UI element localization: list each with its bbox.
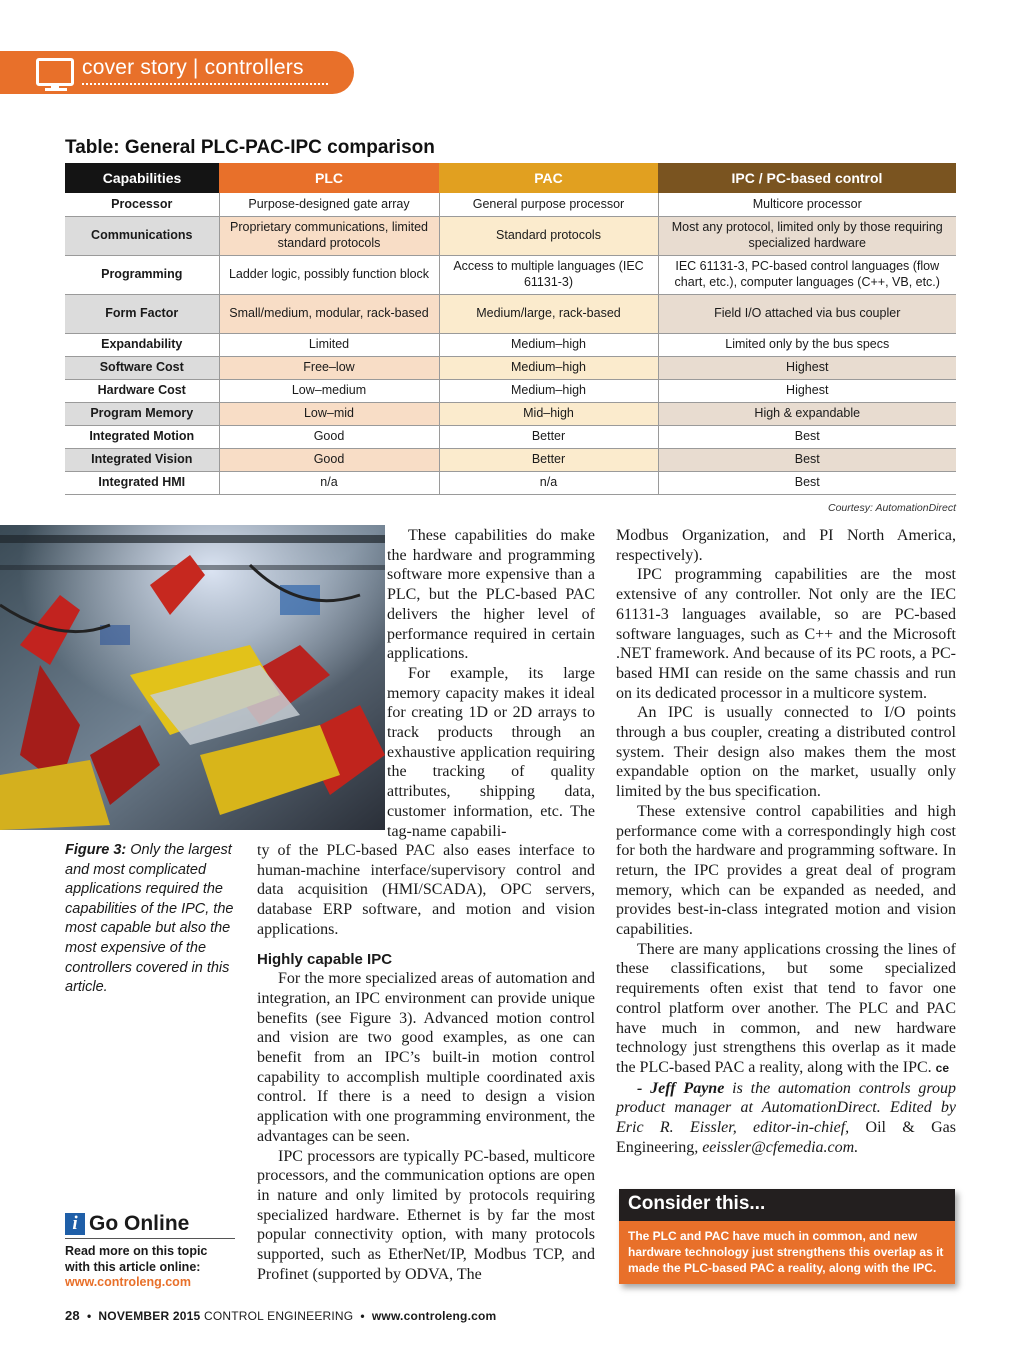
table-courtesy: Courtesy: AutomationDirect: [828, 502, 956, 514]
table-row: [65, 471, 956, 494]
go-online-text: Read more on this topic with this article online:: [65, 1244, 208, 1274]
table-row: [65, 294, 956, 333]
table-cell: IEC 61131-3, PC-based control languages (flow chart, etc.), computer languages (C++, VB, etc.): [658, 255, 956, 294]
table-cell: Best: [658, 425, 956, 448]
table-row: [65, 193, 956, 216]
consider-this-title: Consider this...: [619, 1189, 955, 1221]
table-cell: Medium–high: [439, 333, 658, 356]
table-row: [65, 333, 956, 356]
table-cell: Proprietary communications, limited standard protocols: [219, 216, 439, 255]
row-header-cell: Programming: [65, 255, 219, 294]
paragraph: These capabilities do make the hardware and programming software more expensive than a PLC, but the PLC-based PAC delivers the higher level of performance required in certain applications.: [387, 527, 595, 663]
row-header-cell: Expandability: [65, 333, 219, 356]
table-cell: Purpose-designed gate array: [219, 193, 439, 216]
col-header-ipc: IPC / PC-based control: [658, 163, 956, 193]
section-underline: [82, 83, 328, 85]
table-title: Table: General PLC-PAC-IPC comparison: [65, 137, 435, 158]
row-header-cell: Program Memory: [65, 402, 219, 425]
middle-column-top: [387, 526, 595, 841]
col-header-plc: PLC: [219, 163, 439, 193]
row-header-cell: Hardware Cost: [65, 379, 219, 402]
figure-caption-label: Figure 3:: [65, 842, 127, 858]
table-cell: n/a: [219, 471, 439, 494]
table-cell: Ladder logic, possibly function block: [219, 255, 439, 294]
table-cell: Mid–high: [439, 402, 658, 425]
author-byline: [616, 1079, 956, 1158]
paragraph: An IPC is usually connected to I/O points through a bus coupler, creating a distributed control system. Their design also makes them the most expandable option on the market, usually only limited by the bus specification.: [616, 704, 956, 801]
page-footer: 28 • NOVEMBER 2015 CONTROL ENGINEERING • www.controleng.com: [65, 1308, 497, 1323]
go-online-header: [65, 1212, 235, 1239]
row-header-cell: Processor: [65, 193, 219, 216]
section-heading: Highly capable IPC: [257, 950, 393, 968]
table-cell: Most any protocol, limited only by those requiring specialized hardware: [658, 216, 956, 255]
paragraph: ty of the PLC-based PAC also eases interface to human-machine interface/supervisory control and data acquisition (HMI/SCADA), OPC servers, database ERP software, and motion and vision applications.: [257, 842, 595, 938]
table-cell: Medium–high: [439, 356, 658, 379]
go-online-link[interactable]: www.controleng.com: [65, 1275, 191, 1289]
row-header-cell: Integrated Motion: [65, 425, 219, 448]
end-mark: ce: [935, 1060, 950, 1075]
magazine-name: CONTROL ENGINEERING: [203, 1309, 354, 1323]
monitor-icon-base: [45, 88, 67, 91]
paragraph: [616, 940, 956, 1079]
row-header-cell: Form Factor: [65, 294, 219, 333]
table-row: [65, 216, 956, 255]
table-cell: Free–low: [219, 356, 439, 379]
table-cell: Limited: [219, 333, 439, 356]
section-label: cover story | controllers: [82, 56, 304, 79]
table-cell: Medium/large, rack-based: [439, 294, 658, 333]
table-cell: Highest: [658, 356, 956, 379]
table-cell: Access to multiple languages (IEC 61131-3): [439, 255, 658, 294]
table-row: [65, 255, 956, 294]
table-cell: Multicore processor: [658, 193, 956, 216]
paragraph: These extensive control capabilities and high performance come with a correspondingly high cost for both the hardware and programming software. In return, the IPC provides a great deal of program memory, which can be expanded as needed, and provides best-in-class integrated motion and vision capabilities.: [616, 802, 956, 939]
table-row: [65, 402, 956, 425]
comparison-table: [65, 163, 956, 495]
paragraph: Modbus Organization, and PI North America, respectively).: [616, 527, 956, 564]
footer-url: www.controleng.com: [371, 1309, 497, 1323]
row-header-cell: Integrated HMI: [65, 471, 219, 494]
table-row: [65, 425, 956, 448]
row-header-cell: Integrated Vision: [65, 448, 219, 471]
section-tab-strip: [0, 51, 26, 94]
monitor-icon: [36, 58, 74, 86]
table-cell: Medium–high: [439, 379, 658, 402]
paragraph-text: There are many applications crossing the lines of these classifications, but some specialized requirements often exist that tend to favor one control platform over another. The PLC and PAC have much in common, and new hardware technology just strengthens this overlap as it made the PLC-based PAC a reality, along with the IPC.: [616, 940, 956, 1076]
col-header-capabilities: Capabilities: [65, 163, 219, 193]
table-row: [65, 448, 956, 471]
author-name: - Jeff Payne: [637, 1079, 725, 1097]
table-cell: Standard protocols: [439, 216, 658, 255]
page-number: 28: [65, 1308, 80, 1323]
row-header-cell: Software Cost: [65, 356, 219, 379]
table-cell: Better: [439, 425, 658, 448]
middle-column-bottom: [257, 841, 595, 1284]
consider-this-text: The PLC and PAC have much in common, and new hardware technology just strengthens this overlap as it made the PLC-based PAC a reality, along with the IPC.: [628, 1229, 944, 1275]
figure-caption: [65, 841, 241, 998]
table-cell: Good: [219, 448, 439, 471]
col-header-pac: PAC: [439, 163, 658, 193]
table-cell: General purpose processor: [439, 193, 658, 216]
table-cell: n/a: [439, 471, 658, 494]
go-online-body: [65, 1244, 235, 1291]
table-cell: Highest: [658, 379, 956, 402]
table-cell: Best: [658, 471, 956, 494]
robot-assembly-line-photo: [0, 525, 385, 830]
table-cell: Small/medium, modular, rack-based: [219, 294, 439, 333]
table-cell: Best: [658, 448, 956, 471]
issue-date: NOVEMBER 2015: [98, 1309, 201, 1323]
table-row: [65, 356, 956, 379]
right-column: [616, 526, 956, 1158]
editor-email: , eeissler@cfemedia.com.: [694, 1138, 859, 1156]
go-online-title: Go Online: [89, 1212, 190, 1235]
info-icon: i: [65, 1213, 85, 1235]
consider-this-box: [619, 1189, 955, 1284]
figure-caption-text: Only the largest and most complicated applications required the capabilities of the IPC, the most capable but also the most expensive of the controllers covered in this article.: [65, 842, 234, 996]
table-cell: Good: [219, 425, 439, 448]
table-cell: Field I/O attached via bus coupler: [658, 294, 956, 333]
row-header-cell: Communications: [65, 216, 219, 255]
publication-name: Oil & Gas Engineering: [616, 1119, 956, 1156]
table-row: [65, 379, 956, 402]
table-cell: Low–medium: [219, 379, 439, 402]
go-online-box: [65, 1212, 235, 1291]
table-cell: Better: [439, 448, 658, 471]
table-cell: Low–mid: [219, 402, 439, 425]
table-cell: High & expandable: [658, 402, 956, 425]
paragraph: IPC processors are typically PC-based, multicore processors, and the communication options are open in nature and only limited by protocols requiring specialized hardware. Ethernet is by far the most popular connectivity option, with many protocols supported, such as EtherNet/IP, Modbus TCP, and Profinet (supported by ODVA, The: [257, 1147, 595, 1283]
table-header-row: [65, 163, 956, 193]
paragraph: For the more specialized areas of automation and integration, an IPC environment can provide unique benefits (see Figure 3). Advanced motion control and vision are two good examples, as one can benefit from an IPC’s built-in motion control capability to accomplish multiple coordinated axis control. If there is a need to design a vision application with one programming environment, the advantages can be seen.: [257, 970, 595, 1145]
paragraph: For example, its large memory capacity makes it ideal for creating 1D or 2D arrays to track products through an exhaustive application requiring the tracking of quality attributes, shipping data, customer information, etc. The tag-name capabili-: [387, 664, 595, 840]
table-cell: Limited only by the bus specs: [658, 333, 956, 356]
author-description: is the automation controls group product manager at AutomationDirect. Edited by Eric R. Eissler, editor-in-chief,: [616, 1079, 957, 1137]
paragraph: IPC programming capabilities are the most extensive of any controller. Not only are the IEC 61131-3 languages available, so are PC-based software languages, such as C++ and the Microsoft .NET framework. And because of its PC roots, a PC-based HMI can reside on the same chassis and run on its dedicated processor in a multicore system.: [616, 566, 956, 702]
